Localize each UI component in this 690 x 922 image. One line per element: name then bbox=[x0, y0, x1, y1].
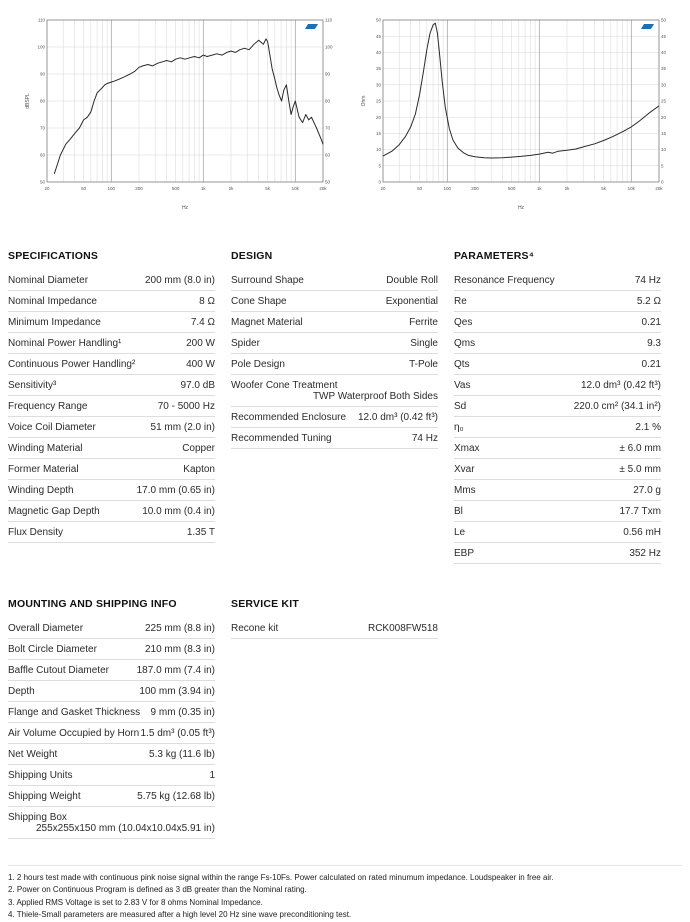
spec-label: Nominal Power Handling¹ bbox=[8, 338, 122, 349]
spec-row bbox=[454, 459, 661, 480]
mounting-rows bbox=[8, 618, 215, 839]
spec-label: Pole Design bbox=[231, 359, 285, 370]
spec-label: Shipping Units bbox=[8, 770, 73, 781]
spec-row bbox=[231, 333, 438, 354]
spec-row bbox=[8, 459, 215, 480]
spec-value: 8 Ω bbox=[199, 296, 215, 307]
svg-text:80: 80 bbox=[39, 98, 45, 104]
svg-text:35: 35 bbox=[661, 66, 667, 72]
svg-text:60: 60 bbox=[325, 152, 331, 158]
spec-label: EBP bbox=[454, 548, 475, 559]
spec-label: Net Weight bbox=[8, 749, 58, 760]
spec-label: Woofer Cone Treatment bbox=[231, 380, 338, 391]
spec-label: Overall Diameter bbox=[8, 623, 84, 634]
svg-text:20k: 20k bbox=[655, 186, 663, 191]
svg-text:10: 10 bbox=[661, 147, 667, 153]
footnotes bbox=[8, 865, 682, 922]
svg-text:5: 5 bbox=[378, 163, 381, 169]
brand-logo-mark bbox=[305, 24, 318, 29]
spec-value: 210 mm (8.3 in) bbox=[144, 644, 215, 655]
spec-value: 0.21 bbox=[641, 317, 661, 328]
spec-row bbox=[8, 270, 215, 291]
frequency-response-chart bbox=[21, 14, 333, 212]
spec-row bbox=[8, 480, 215, 501]
svg-text:5k: 5k bbox=[601, 186, 606, 191]
spec-label: Shipping Weight bbox=[8, 791, 81, 802]
spec-label: Voice Coil Diameter bbox=[8, 422, 96, 433]
spec-value: T-Pole bbox=[409, 359, 438, 370]
service-kit-rows bbox=[231, 618, 438, 639]
spec-value: 74 Hz bbox=[634, 275, 661, 286]
spec-label: Mms bbox=[454, 485, 476, 496]
charts-panel bbox=[0, 0, 690, 212]
spec-value: 70 - 5000 Hz bbox=[157, 401, 215, 412]
spec-row bbox=[454, 270, 661, 291]
svg-text:10k: 10k bbox=[291, 186, 299, 191]
svg-text:500: 500 bbox=[507, 186, 516, 191]
spec-row bbox=[231, 428, 438, 449]
spec-label: Nominal Diameter bbox=[8, 275, 89, 286]
spec-label: Air Volume Occupied by Horn bbox=[8, 728, 140, 739]
svg-text:100: 100 bbox=[325, 44, 333, 50]
spec-value: 1.35 T bbox=[186, 527, 215, 538]
svg-text:20k: 20k bbox=[319, 186, 327, 191]
spec-row bbox=[454, 291, 661, 312]
spec-label: Xmax bbox=[454, 443, 480, 454]
parameters-rows bbox=[454, 270, 661, 564]
spec-value: 400 W bbox=[186, 359, 215, 370]
spec-value: RCK008FW518 bbox=[367, 623, 438, 634]
spec-value: 27.0 g bbox=[633, 485, 661, 496]
spec-row bbox=[8, 723, 215, 744]
svg-text:5k: 5k bbox=[265, 186, 270, 191]
spec-row bbox=[8, 786, 215, 807]
svg-text:90: 90 bbox=[325, 71, 331, 77]
spec-row bbox=[454, 375, 661, 396]
spec-row bbox=[8, 417, 215, 438]
spec-row bbox=[8, 396, 215, 417]
section-title-mounting: MOUNTING AND SHIPPING INFO bbox=[8, 598, 177, 610]
spec-value: 2.1 % bbox=[635, 422, 661, 433]
svg-text:50: 50 bbox=[81, 186, 87, 191]
spec-label: Qes bbox=[454, 317, 473, 328]
spec-label: Qts bbox=[454, 359, 470, 370]
svg-text:200: 200 bbox=[471, 186, 479, 191]
svg-text:15: 15 bbox=[661, 131, 667, 136]
spec-value: 220.0 cm² (34.1 in²) bbox=[573, 401, 661, 412]
spec-row bbox=[8, 744, 215, 765]
svg-text:60: 60 bbox=[39, 152, 45, 158]
spec-row bbox=[8, 312, 215, 333]
svg-text:70: 70 bbox=[325, 125, 331, 131]
spec-value: Exponential bbox=[385, 296, 438, 307]
spec-value: ± 5.0 mm bbox=[619, 464, 661, 475]
spec-label: Vas bbox=[454, 380, 471, 391]
spec-label: Recommended Enclosure bbox=[231, 412, 347, 423]
spec-value: 51 mm (2.0 in) bbox=[150, 422, 215, 433]
spec-row bbox=[8, 765, 215, 786]
spec-row bbox=[231, 291, 438, 312]
section-title-service-kit: SERVICE KIT bbox=[231, 598, 299, 610]
spec-value: 1 bbox=[209, 770, 215, 781]
design-rows bbox=[231, 270, 438, 449]
spec-label: Bolt Circle Diameter bbox=[8, 644, 97, 655]
spec-label: Former Material bbox=[8, 464, 79, 475]
spec-label: Recone kit bbox=[231, 623, 279, 634]
spec-label: Surround Shape bbox=[231, 275, 304, 286]
spec-row bbox=[8, 681, 215, 702]
svg-text:10: 10 bbox=[375, 147, 381, 153]
svg-text:15: 15 bbox=[375, 131, 381, 136]
frequency-response-chart-curve bbox=[54, 39, 323, 174]
svg-text:5: 5 bbox=[661, 163, 664, 169]
svg-text:20: 20 bbox=[375, 114, 381, 120]
spec-value: 9 mm (0.35 in) bbox=[150, 707, 215, 718]
spec-value: 1.5 dm³ (0.05 ft³) bbox=[140, 728, 215, 739]
spec-row bbox=[454, 396, 661, 417]
svg-text:110: 110 bbox=[325, 17, 333, 23]
svg-text:25: 25 bbox=[375, 98, 381, 104]
spec-row bbox=[8, 522, 215, 543]
brand-logo-mark bbox=[641, 24, 654, 29]
spec-value: Copper bbox=[182, 443, 215, 454]
x-axis-label: Hz bbox=[181, 205, 189, 211]
svg-text:50: 50 bbox=[417, 186, 423, 191]
spec-value: ± 6.0 mm bbox=[619, 443, 661, 454]
spec-label: Nominal Impedance bbox=[8, 296, 97, 307]
svg-text:35: 35 bbox=[375, 66, 381, 72]
section-title-specifications: SPECIFICATIONS bbox=[8, 250, 99, 262]
frequency-response-chart bbox=[21, 14, 333, 212]
spec-value: TWP Waterproof Both Sides bbox=[312, 391, 438, 402]
spec-row bbox=[454, 543, 661, 564]
spec-value: 200 mm (8.0 in) bbox=[144, 275, 215, 286]
svg-text:2k: 2k bbox=[228, 186, 234, 191]
svg-text:0: 0 bbox=[378, 179, 381, 185]
spec-row bbox=[231, 618, 438, 639]
svg-text:40: 40 bbox=[375, 50, 381, 55]
spec-value: 9.3 bbox=[647, 338, 661, 349]
spec-value: 5.75 kg (12.68 lb) bbox=[137, 791, 215, 802]
spec-label: Xvar bbox=[454, 464, 475, 475]
svg-text:50: 50 bbox=[325, 179, 331, 185]
spec-value: 5.3 kg (11.6 lb) bbox=[149, 749, 215, 760]
section-title-parameters: PARAMETERS⁴ bbox=[454, 250, 535, 262]
spec-value: 17.7 Txm bbox=[619, 506, 661, 517]
spec-label: Sd bbox=[454, 401, 467, 412]
spec-value: Double Roll bbox=[386, 275, 438, 286]
spec-row bbox=[8, 291, 215, 312]
footnote-4: 4. Thiele-Small parameters are measured after a high level 20 Hz sine wave preconditioning test. bbox=[8, 910, 352, 920]
svg-text:30: 30 bbox=[375, 82, 381, 88]
svg-text:100: 100 bbox=[107, 186, 116, 191]
svg-text:200: 200 bbox=[135, 186, 143, 191]
spec-label: Recommended Tuning bbox=[231, 433, 332, 444]
spec-label: Magnetic Gap Depth bbox=[8, 506, 100, 517]
spec-value: 0.56 mH bbox=[623, 527, 661, 538]
spec-value: 352 Hz bbox=[629, 548, 661, 559]
spec-value: 225 mm (8.8 in) bbox=[144, 623, 215, 634]
spec-label: Le bbox=[454, 527, 466, 538]
svg-text:500: 500 bbox=[171, 186, 180, 191]
spec-value: 12.0 dm³ (0.42 ft³) bbox=[580, 380, 661, 391]
svg-text:50: 50 bbox=[39, 179, 45, 185]
spec-label: Flange and Gasket Thickness bbox=[8, 707, 141, 718]
section-specifications bbox=[8, 250, 215, 564]
spec-value: Kapton bbox=[183, 464, 215, 475]
svg-text:20: 20 bbox=[380, 186, 386, 191]
spec-value: 5.2 Ω bbox=[636, 296, 661, 307]
y-axis-label: dBSPL bbox=[25, 93, 31, 109]
spec-value: 12.0 dm³ (0.42 ft³) bbox=[357, 412, 438, 423]
spec-label: Continuous Power Handling² bbox=[8, 359, 136, 370]
impedance-chart bbox=[357, 14, 669, 212]
spec-row bbox=[8, 438, 215, 459]
spec-label: Cone Shape bbox=[231, 296, 287, 307]
svg-text:80: 80 bbox=[325, 98, 331, 104]
spec-value: 200 W bbox=[186, 338, 215, 349]
spec-value: 0.21 bbox=[641, 359, 661, 370]
spec-label: Minimum Impedance bbox=[8, 317, 101, 328]
spec-value: 74 Hz bbox=[411, 433, 438, 444]
svg-text:50: 50 bbox=[661, 17, 667, 23]
svg-text:100: 100 bbox=[37, 44, 45, 50]
spec-label: Bl bbox=[454, 506, 463, 517]
footnote-2: 2. Power on Continuous Program is defined as 3 dB greater than the Nominal rating. bbox=[8, 885, 307, 895]
svg-text:25: 25 bbox=[661, 98, 667, 104]
spec-value: 97.0 dB bbox=[180, 380, 215, 391]
spec-row bbox=[454, 417, 661, 438]
svg-text:110: 110 bbox=[37, 17, 45, 23]
spec-value: 255x255x150 mm (10.04x10.04x5.91 in) bbox=[35, 823, 215, 834]
spec-label: Winding Material bbox=[8, 443, 83, 454]
spec-row bbox=[231, 407, 438, 428]
spec-row bbox=[8, 660, 215, 681]
spec-row bbox=[454, 333, 661, 354]
svg-text:40: 40 bbox=[661, 50, 667, 55]
section-mounting bbox=[8, 598, 215, 839]
spec-label: Spider bbox=[231, 338, 260, 349]
section-service-kit bbox=[231, 598, 438, 839]
footnote-3: 3. Applied RMS Voltage is set to 2.83 V for 8 ohms Nominal Impedance. bbox=[8, 897, 263, 907]
svg-text:1k: 1k bbox=[536, 186, 542, 191]
spec-value: 187.0 mm (7.4 in) bbox=[136, 665, 215, 676]
y-axis-label: Ohm bbox=[361, 95, 367, 107]
spec-value: 10.0 mm (0.4 in) bbox=[142, 506, 215, 517]
svg-text:45: 45 bbox=[375, 33, 381, 39]
svg-text:10k: 10k bbox=[627, 186, 635, 191]
impedance-chart-curve bbox=[383, 23, 659, 158]
svg-text:90: 90 bbox=[39, 71, 45, 77]
spec-label: Magnet Material bbox=[231, 317, 303, 328]
spec-label: Winding Depth bbox=[8, 485, 74, 496]
spec-row bbox=[8, 375, 215, 396]
spec-row bbox=[8, 702, 215, 723]
spec-row bbox=[231, 354, 438, 375]
svg-text:45: 45 bbox=[661, 33, 667, 39]
spec-row bbox=[8, 333, 215, 354]
spec-value: 7.4 Ω bbox=[190, 317, 215, 328]
svg-text:1k: 1k bbox=[200, 186, 206, 191]
spec-row bbox=[8, 807, 215, 839]
spec-row bbox=[454, 480, 661, 501]
svg-text:20: 20 bbox=[661, 114, 667, 120]
spec-tables bbox=[0, 250, 690, 839]
svg-text:30: 30 bbox=[661, 82, 667, 88]
spec-label: Shipping Box bbox=[8, 812, 67, 823]
spec-label: Resonance Frequency bbox=[454, 275, 555, 286]
section-title-design: DESIGN bbox=[231, 250, 273, 262]
specifications-rows bbox=[8, 270, 215, 543]
spec-value: Single bbox=[410, 338, 438, 349]
svg-text:50: 50 bbox=[375, 17, 381, 23]
spec-row bbox=[454, 501, 661, 522]
svg-text:70: 70 bbox=[39, 125, 45, 131]
spec-label: Re bbox=[454, 296, 467, 307]
spec-row bbox=[231, 270, 438, 291]
spec-value: 100 mm (3.94 in) bbox=[139, 686, 215, 697]
section-design bbox=[231, 250, 438, 564]
footnote-1: 1. 2 hours test made with continuous pink noise signal within the range Fs-10Fs. Power calculated on rated minumum impedance. Loudspeaker in free air. bbox=[8, 873, 554, 882]
spec-label: Qms bbox=[454, 338, 476, 349]
spec-row bbox=[454, 312, 661, 333]
svg-text:0: 0 bbox=[661, 179, 664, 185]
spec-row bbox=[454, 438, 661, 459]
spec-row bbox=[8, 618, 215, 639]
spec-row bbox=[231, 312, 438, 333]
spec-row bbox=[8, 501, 215, 522]
spec-label: Depth bbox=[8, 686, 35, 697]
svg-text:20: 20 bbox=[44, 186, 50, 191]
spec-label: η₀ bbox=[454, 422, 464, 433]
x-axis-label: Hz bbox=[517, 205, 525, 211]
spec-value: 17.0 mm (0.65 in) bbox=[136, 485, 215, 496]
spec-label: Baffle Cutout Diameter bbox=[8, 665, 109, 676]
spec-value: Ferrite bbox=[409, 317, 438, 328]
spec-label: Frequency Range bbox=[8, 401, 88, 412]
spec-label: Flux Density bbox=[8, 527, 64, 538]
spec-row bbox=[231, 375, 438, 407]
impedance-chart bbox=[357, 14, 669, 212]
spec-label: Sensitivity³ bbox=[8, 380, 57, 391]
spec-row bbox=[8, 354, 215, 375]
section-parameters bbox=[454, 250, 661, 564]
svg-text:2k: 2k bbox=[564, 186, 570, 191]
spec-row bbox=[454, 522, 661, 543]
spec-row bbox=[454, 354, 661, 375]
spec-row bbox=[8, 639, 215, 660]
svg-text:100: 100 bbox=[443, 186, 452, 191]
